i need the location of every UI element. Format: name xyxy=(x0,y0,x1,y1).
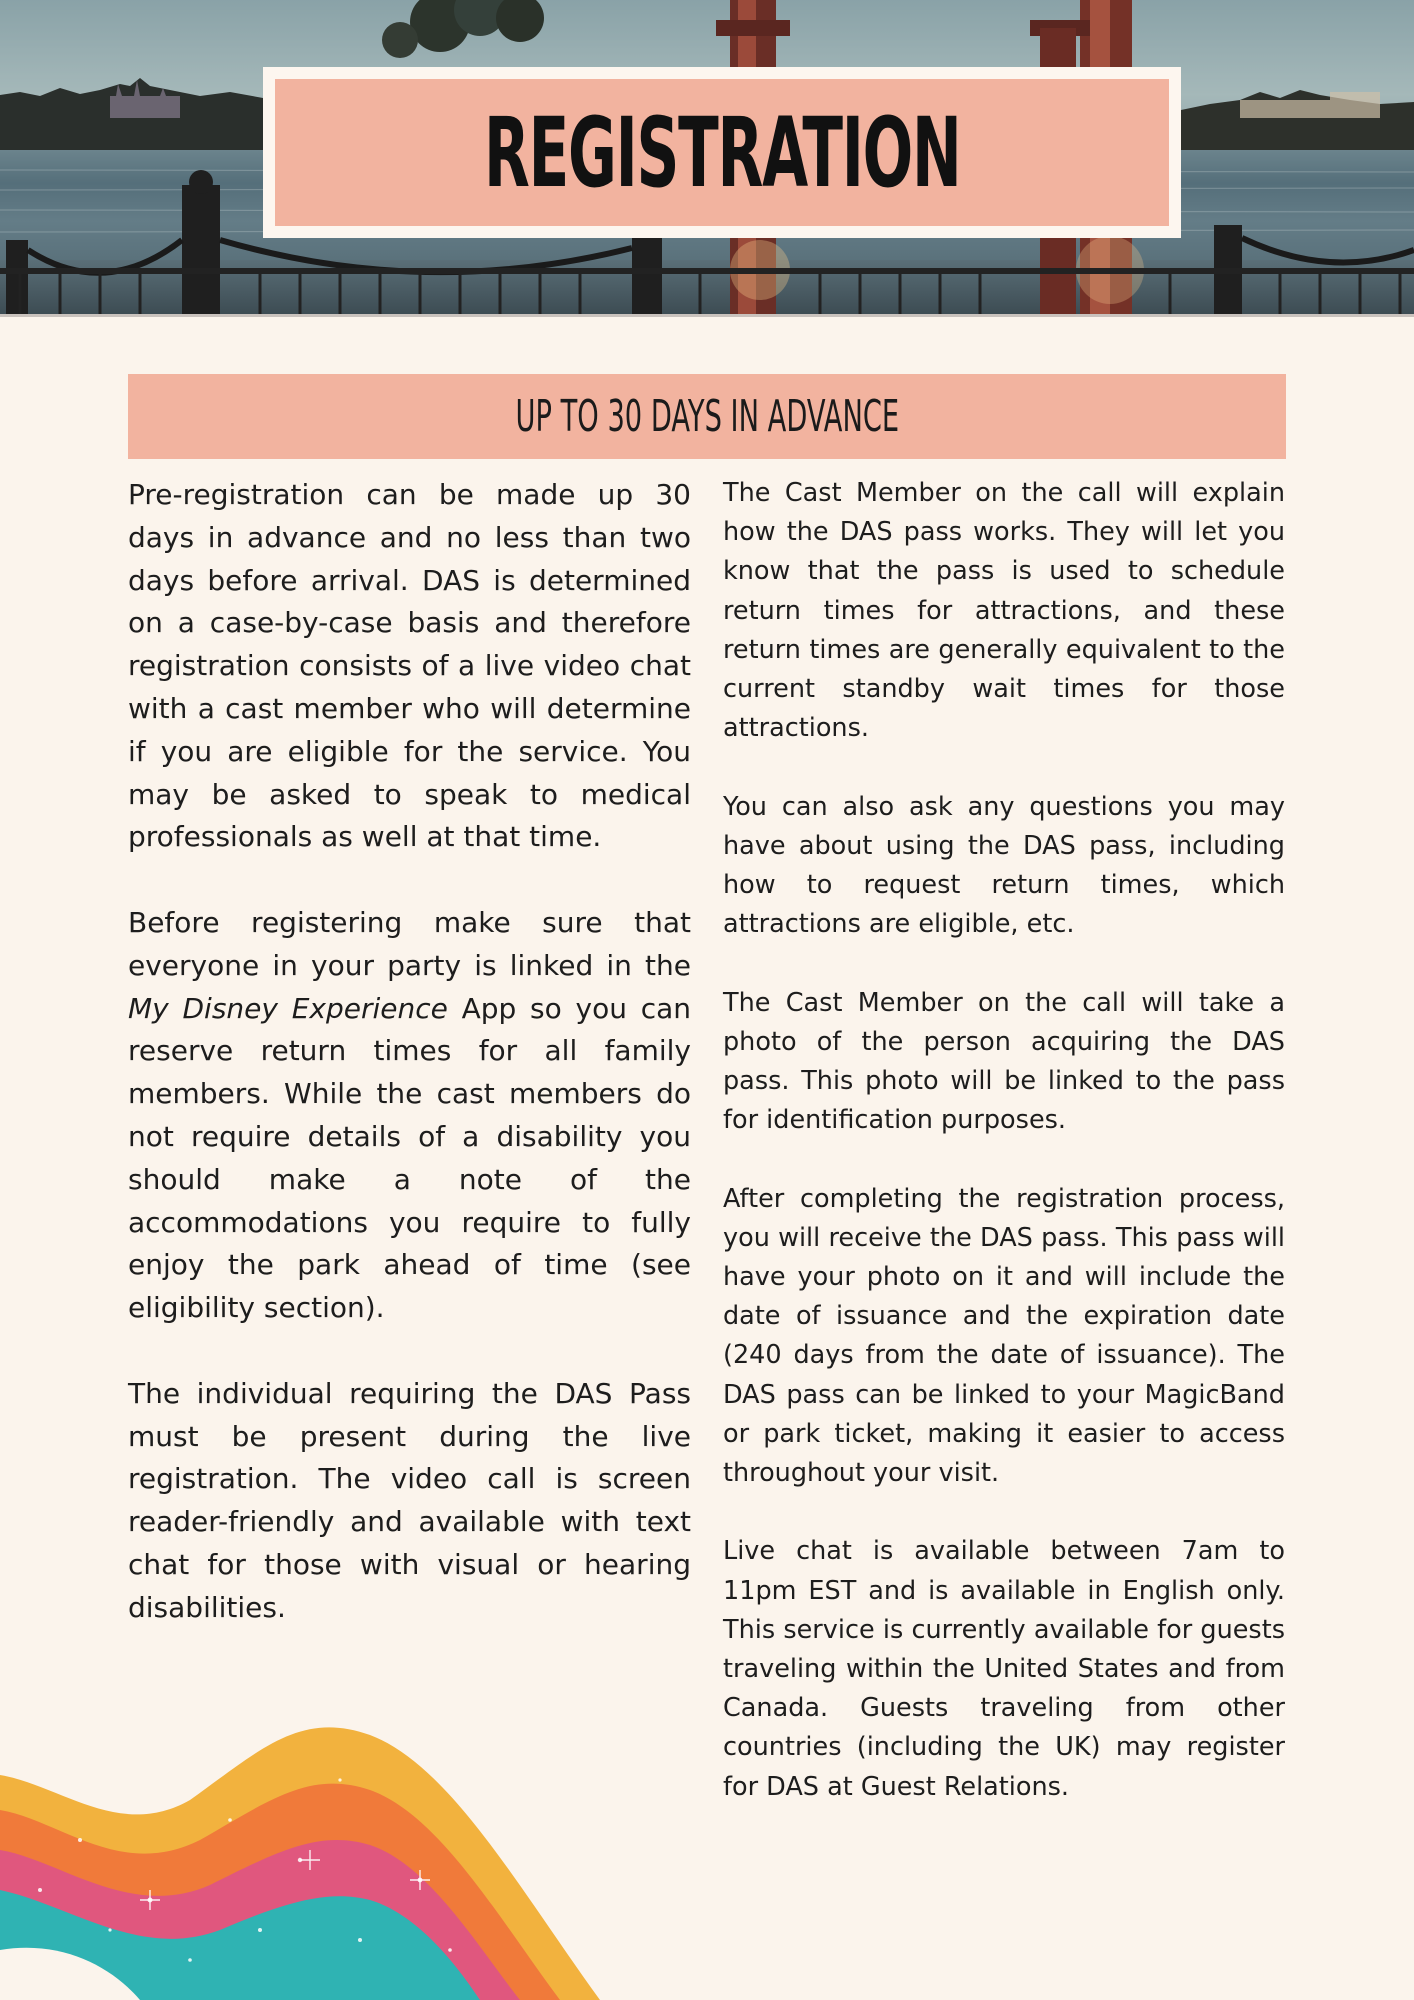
left-paragraph-2-start: Before registering make sure that everyone in your party is linked in the xyxy=(128,905,691,982)
right-column xyxy=(723,474,1285,1807)
app-name: My Disney Experience xyxy=(128,991,448,1025)
section-heading: UP TO 30 DAYS IN ADVANCE xyxy=(515,391,899,442)
left-paragraph-3: The individual requiring the DAS Pass must be present during the live registration. The video call is screen reader-friendly and available with text chat for those with visual or hearing disabilities. xyxy=(128,1376,691,1624)
header-photo xyxy=(0,0,1414,316)
title-box xyxy=(275,79,1169,226)
right-paragraph-1: The Cast Member on the call will explain how the DAS pass works. They will let you know that the pass is used to schedule return times for attractions, and these return times are generally equivalent to the current standby wait times for those attractions. xyxy=(723,478,1285,744)
right-paragraph-2: You can also ask any questions you may have about using the DAS pass, including how to request return times, which attractions are eligible, etc. xyxy=(723,791,1285,940)
right-paragraph-4: After completing the registration process, you will receive the DAS pass. This pass will have your photo on it and will include the date of issuance and the expiration date (240 days from the date of issuance). The DAS pass can be linked to your MagicBand or park ticket, making it easier to access throughout your visit. xyxy=(723,1183,1285,1489)
title-frame xyxy=(263,67,1181,238)
header-divider xyxy=(0,314,1414,317)
page-title: REGISTRATION xyxy=(483,96,961,209)
section-banner xyxy=(128,374,1286,459)
left-paragraph-1: Pre-registration can be made up 30 days in advance and no less than two days before arrival. DAS is determined on a case-by-case basis and therefore registration consists of a live video chat with a cast member who will determine if you are eligible for the service. You may be asked to speak to medical professionals as well at that time. xyxy=(128,478,691,854)
left-paragraph-2-end: App so you can reserve return times for all family members. While the cast members do not require details of a disability you should make a note of the accommodations you require to fully enjoy the park ahead of time (see eligibility section). xyxy=(128,991,691,1325)
left-column xyxy=(128,474,691,1630)
right-paragraph-5: Live chat is available between 7am to 11pm EST and is available in English only. This service is currently available for guests traveling within the United States and from Canada. Guests traveling from other countries (including the UK) may register for DAS at Guest Relations. xyxy=(723,1536,1285,1802)
rainbow-waves-decoration xyxy=(0,1690,720,2000)
left-paragraph-2 xyxy=(128,902,691,1330)
right-paragraph-3: The Cast Member on the call will take a photo of the person acquiring the DAS pass. This photo will be linked to the pass for identification purposes. xyxy=(723,987,1285,1136)
